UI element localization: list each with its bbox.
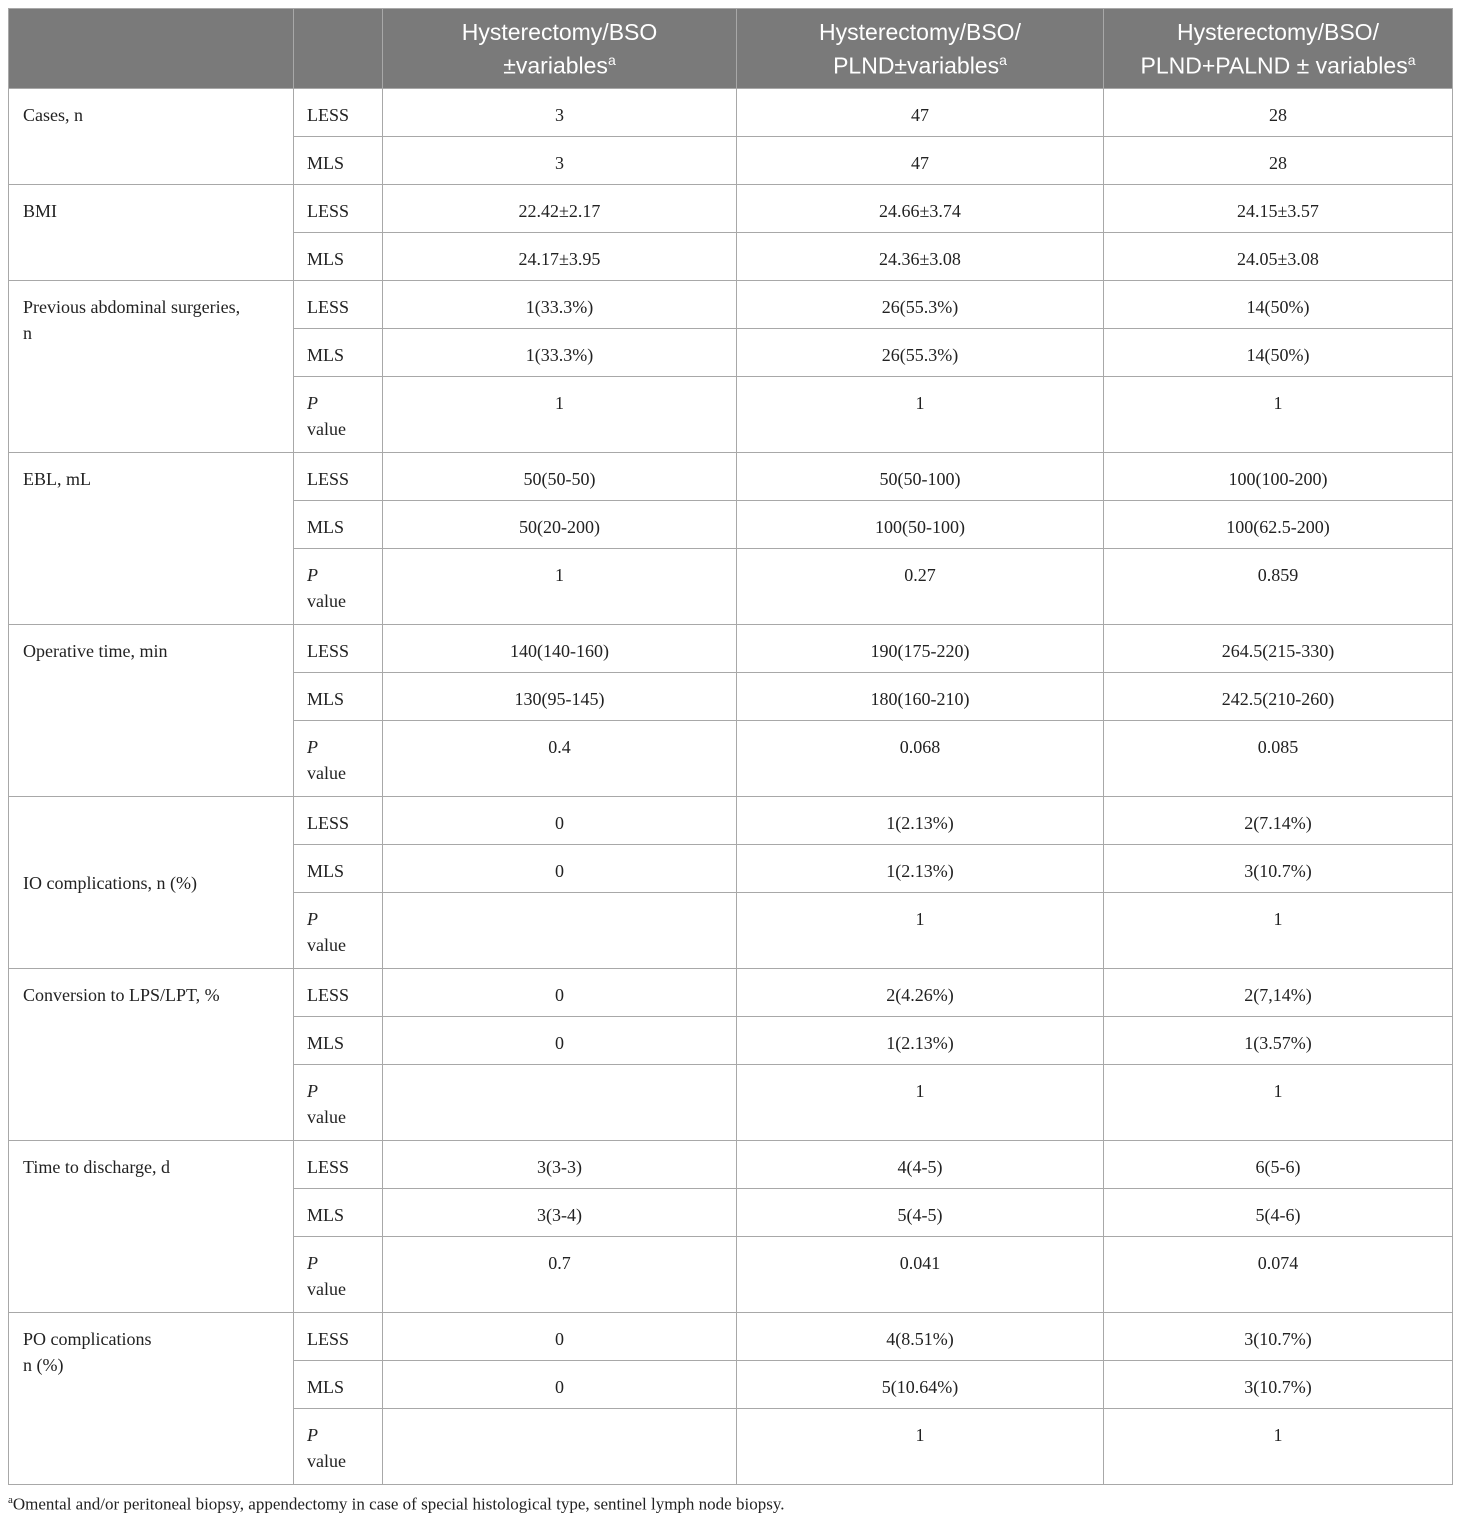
header-col-1: Hysterectomy/BSO ±variables$^a$ bbox=[383, 9, 737, 89]
value-cell: 3 bbox=[383, 89, 737, 137]
p-value-label: P value bbox=[294, 1065, 383, 1141]
value-cell: 26(55.3%) bbox=[737, 329, 1104, 377]
value-cell: 242.5(210-260) bbox=[1104, 673, 1453, 721]
table-row bbox=[9, 281, 1453, 329]
metric-label: BMI bbox=[9, 185, 294, 281]
group-label: MLS bbox=[294, 329, 383, 377]
value-cell: 1 bbox=[737, 893, 1104, 969]
value-cell: 0 bbox=[383, 1017, 737, 1065]
value-cell: 14(50%) bbox=[1104, 281, 1453, 329]
value-cell: 5(10.64%) bbox=[737, 1361, 1104, 1409]
metric-label: Conversion to LPS/LPT, % bbox=[9, 969, 294, 1141]
value-cell: 130(95-145) bbox=[383, 673, 737, 721]
value-cell: 1 bbox=[737, 1409, 1104, 1485]
footnote: $^a$Omental and/or peritoneal biopsy, appendectomy in case of special histological type, sentinel lymph node biopsy. bbox=[8, 1494, 785, 1514]
header-group-cell bbox=[294, 9, 383, 89]
value-cell: 3 bbox=[383, 137, 737, 185]
value-cell bbox=[383, 893, 737, 969]
table-body bbox=[9, 89, 1453, 1485]
group-label: LESS bbox=[294, 1141, 383, 1189]
value-cell: 26(55.3%) bbox=[737, 281, 1104, 329]
value-cell: 0.4 bbox=[383, 721, 737, 797]
value-cell: 0 bbox=[383, 845, 737, 893]
value-cell: 24.36±3.08 bbox=[737, 233, 1104, 281]
value-cell: 47 bbox=[737, 137, 1104, 185]
value-cell: 1 bbox=[1104, 893, 1453, 969]
value-cell: 0.7 bbox=[383, 1237, 737, 1313]
p-value-label: P value bbox=[294, 377, 383, 453]
value-cell: 6(5-6) bbox=[1104, 1141, 1453, 1189]
value-cell: 1 bbox=[1104, 1409, 1453, 1485]
group-label: LESS bbox=[294, 185, 383, 233]
value-cell: 2(4.26%) bbox=[737, 969, 1104, 1017]
metric-label: Previous abdominal surgeries, n bbox=[9, 281, 294, 453]
p-value-label: P value bbox=[294, 893, 383, 969]
value-cell: 1 bbox=[383, 549, 737, 625]
metric-label: PO complications n (%) bbox=[9, 1313, 294, 1485]
value-cell: 1 bbox=[737, 377, 1104, 453]
value-cell: 3(10.7%) bbox=[1104, 845, 1453, 893]
value-cell: 0.074 bbox=[1104, 1237, 1453, 1313]
value-cell: 180(160-210) bbox=[737, 673, 1104, 721]
value-cell: 0 bbox=[383, 1313, 737, 1361]
p-value-label: P value bbox=[294, 1409, 383, 1485]
group-label: LESS bbox=[294, 453, 383, 501]
value-cell: 28 bbox=[1104, 137, 1453, 185]
value-cell: 1 bbox=[383, 377, 737, 453]
value-cell bbox=[383, 1065, 737, 1141]
value-cell: 140(140-160) bbox=[383, 625, 737, 673]
value-cell: 3(3-4) bbox=[383, 1189, 737, 1237]
metric-label: Operative time, min bbox=[9, 625, 294, 797]
header-metric-cell bbox=[9, 9, 294, 89]
value-cell: 1(2.13%) bbox=[737, 797, 1104, 845]
value-cell: 0.27 bbox=[737, 549, 1104, 625]
table-row bbox=[9, 1313, 1453, 1361]
table-row bbox=[9, 969, 1453, 1017]
value-cell: 5(4-5) bbox=[737, 1189, 1104, 1237]
value-cell: 2(7,14%) bbox=[1104, 969, 1453, 1017]
header-col-2: Hysterectomy/BSO/ PLND±variables$^a$ bbox=[737, 9, 1104, 89]
results-table bbox=[8, 8, 1453, 1485]
value-cell: 100(50-100) bbox=[737, 501, 1104, 549]
value-cell: 4(4-5) bbox=[737, 1141, 1104, 1189]
value-cell: 264.5(215-330) bbox=[1104, 625, 1453, 673]
group-label: MLS bbox=[294, 845, 383, 893]
group-label: MLS bbox=[294, 673, 383, 721]
value-cell: 50(50-100) bbox=[737, 453, 1104, 501]
value-cell: 28 bbox=[1104, 89, 1453, 137]
value-cell: 0.085 bbox=[1104, 721, 1453, 797]
value-cell: 1(3.57%) bbox=[1104, 1017, 1453, 1065]
value-cell: 1(33.3%) bbox=[383, 281, 737, 329]
value-cell: 1(2.13%) bbox=[737, 1017, 1104, 1065]
group-label: LESS bbox=[294, 625, 383, 673]
group-label: MLS bbox=[294, 137, 383, 185]
value-cell: 1 bbox=[737, 1065, 1104, 1141]
value-cell: 3(10.7%) bbox=[1104, 1361, 1453, 1409]
value-cell: 22.42±2.17 bbox=[383, 185, 737, 233]
value-cell: 2(7.14%) bbox=[1104, 797, 1453, 845]
value-cell: 0 bbox=[383, 797, 737, 845]
group-label: MLS bbox=[294, 1361, 383, 1409]
table-row bbox=[9, 797, 1453, 845]
value-cell: 1(33.3%) bbox=[383, 329, 737, 377]
p-value-label: P value bbox=[294, 1237, 383, 1313]
value-cell: 190(175-220) bbox=[737, 625, 1104, 673]
value-cell: 50(20-200) bbox=[383, 501, 737, 549]
value-cell: 24.15±3.57 bbox=[1104, 185, 1453, 233]
value-cell: 3(3-3) bbox=[383, 1141, 737, 1189]
value-cell bbox=[383, 1409, 737, 1485]
group-label: MLS bbox=[294, 233, 383, 281]
table-row bbox=[9, 1141, 1453, 1189]
table-row bbox=[9, 89, 1453, 137]
value-cell: 24.66±3.74 bbox=[737, 185, 1104, 233]
value-cell: 5(4-6) bbox=[1104, 1189, 1453, 1237]
value-cell: 0 bbox=[383, 1361, 737, 1409]
group-label: LESS bbox=[294, 969, 383, 1017]
p-value-label: P value bbox=[294, 721, 383, 797]
value-cell: 24.17±3.95 bbox=[383, 233, 737, 281]
metric-label: Cases, n bbox=[9, 89, 294, 185]
group-label: LESS bbox=[294, 797, 383, 845]
value-cell: 47 bbox=[737, 89, 1104, 137]
value-cell: 100(100-200) bbox=[1104, 453, 1453, 501]
table-row bbox=[9, 453, 1453, 501]
value-cell: 1(2.13%) bbox=[737, 845, 1104, 893]
value-cell: 14(50%) bbox=[1104, 329, 1453, 377]
group-label: MLS bbox=[294, 1017, 383, 1065]
value-cell: 1 bbox=[1104, 377, 1453, 453]
value-cell: 1 bbox=[1104, 1065, 1453, 1141]
value-cell: 24.05±3.08 bbox=[1104, 233, 1453, 281]
value-cell: 3(10.7%) bbox=[1104, 1313, 1453, 1361]
metric-label: Time to discharge, d bbox=[9, 1141, 294, 1313]
group-label: MLS bbox=[294, 501, 383, 549]
metric-label: IO complications, n (%) bbox=[9, 797, 294, 969]
group-label: LESS bbox=[294, 1313, 383, 1361]
value-cell: 50(50-50) bbox=[383, 453, 737, 501]
value-cell: 0.068 bbox=[737, 721, 1104, 797]
header-row bbox=[9, 9, 1453, 89]
group-label: LESS bbox=[294, 281, 383, 329]
header-col-3: Hysterectomy/BSO/ PLND+PALND ± variables$^a$ bbox=[1104, 9, 1453, 89]
table-row bbox=[9, 185, 1453, 233]
group-label: LESS bbox=[294, 89, 383, 137]
value-cell: 0.859 bbox=[1104, 549, 1453, 625]
metric-label: EBL, mL bbox=[9, 453, 294, 625]
value-cell: 100(62.5-200) bbox=[1104, 501, 1453, 549]
group-label: MLS bbox=[294, 1189, 383, 1237]
p-value-label: P value bbox=[294, 549, 383, 625]
table-row bbox=[9, 625, 1453, 673]
value-cell: 0.041 bbox=[737, 1237, 1104, 1313]
value-cell: 0 bbox=[383, 969, 737, 1017]
value-cell: 4(8.51%) bbox=[737, 1313, 1104, 1361]
